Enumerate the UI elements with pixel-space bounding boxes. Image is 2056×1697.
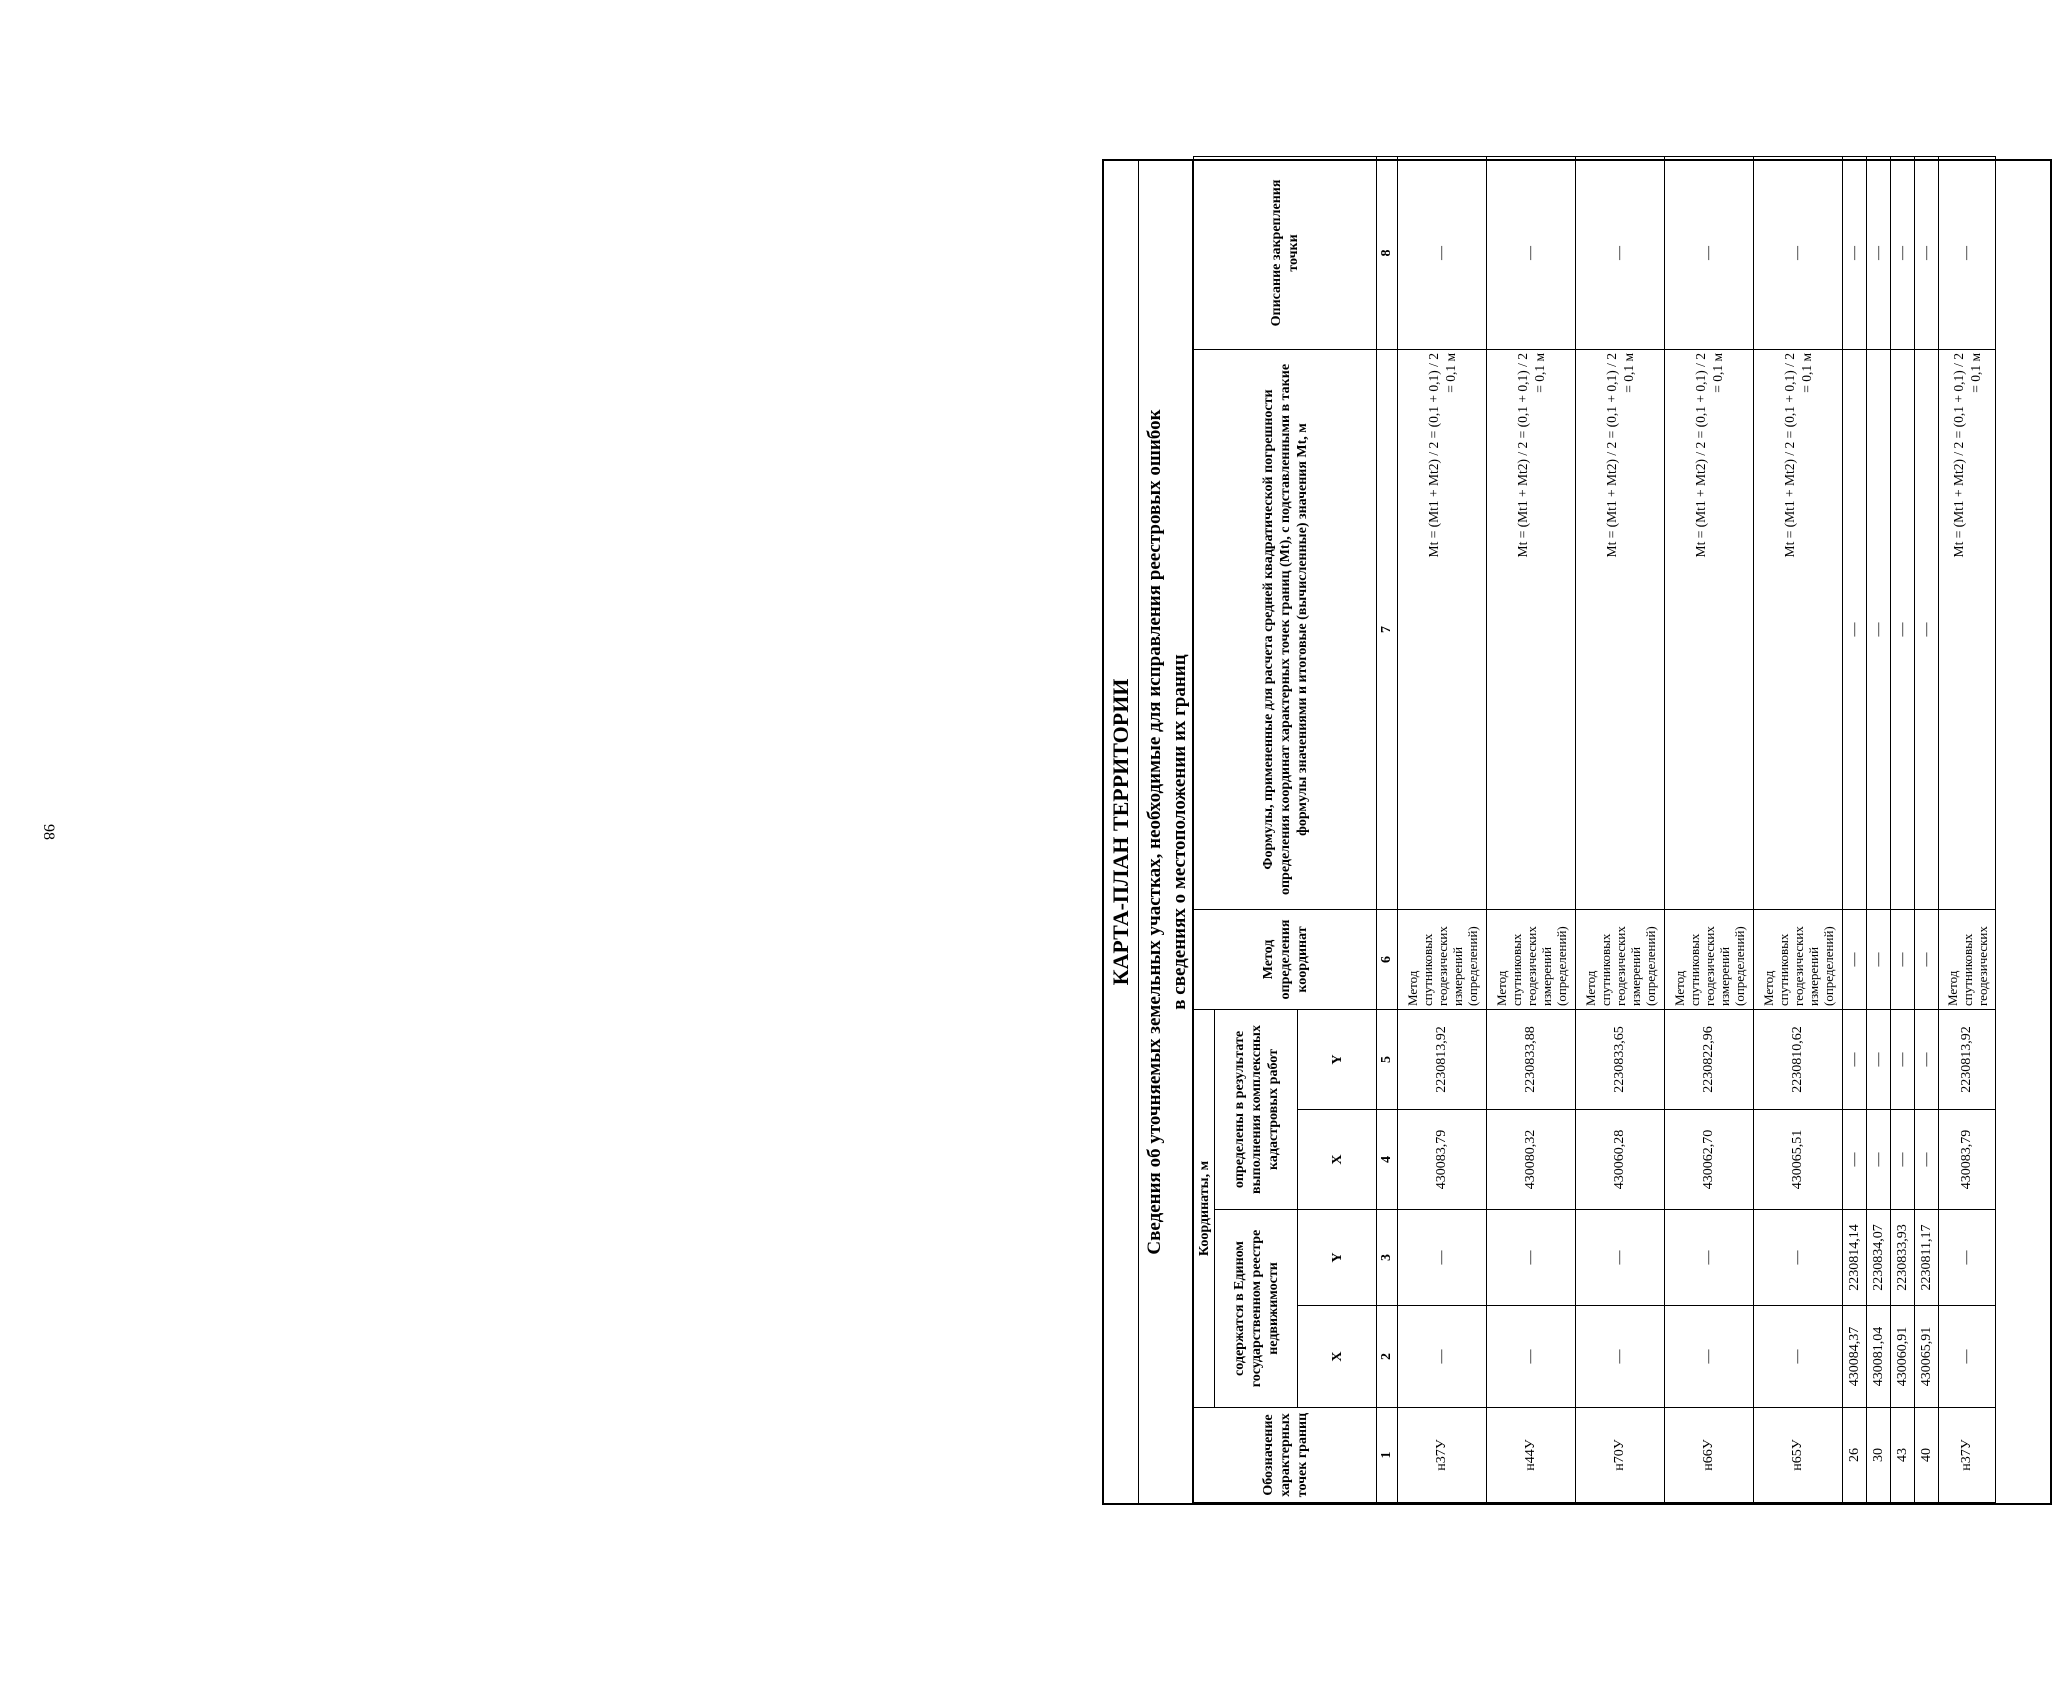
rotated-page-content	[1102, 155, 2056, 1505]
formula-cell: —	[1915, 349, 1939, 909]
method-cell: —	[1915, 909, 1939, 1009]
works-x: —	[1843, 1110, 1867, 1210]
description-cell: —	[1665, 156, 1754, 349]
description-cell: —	[1939, 156, 1996, 349]
formula-line-2: = 0,1 м	[1443, 352, 1458, 393]
table-row	[1754, 156, 1843, 1502]
formula-cell: —	[1843, 349, 1867, 909]
works-y: 2230833,88	[1487, 1009, 1576, 1109]
column-number: 3	[1377, 1210, 1398, 1306]
registry-x: —	[1487, 1306, 1576, 1408]
method-cell: —	[1867, 909, 1891, 1009]
registry-y: 2230834,07	[1867, 1210, 1891, 1306]
description-cell: —	[1867, 156, 1891, 349]
point-designation: 43	[1891, 1408, 1915, 1503]
formula-line-1: Mt = (Mt1 + Mt2) / 2 = (0,1 + 0,1) / 2	[1515, 352, 1530, 558]
formula-line-2: = 0,1 м	[1532, 352, 1547, 393]
header-works-coords: определены в результате выполнения комплексных кадастровых работ	[1215, 1009, 1298, 1209]
registry-y: 2230833,93	[1891, 1210, 1915, 1306]
header-x-works: X	[1298, 1110, 1377, 1210]
works-y: 2230833,65	[1576, 1009, 1665, 1109]
table-row	[1939, 156, 1996, 1502]
works-x: 430083,79	[1398, 1110, 1487, 1210]
registry-x: 430084,37	[1843, 1306, 1867, 1408]
registry-x: —	[1939, 1306, 1996, 1408]
formula-line-2: = 0,1 м	[1968, 352, 1983, 393]
works-x: —	[1867, 1110, 1891, 1210]
formula-line-2: = 0,1 м	[1621, 352, 1636, 393]
formula-line-2: = 0,1 м	[1710, 352, 1725, 393]
header-y-works: Y	[1298, 1009, 1377, 1109]
registry-y: —	[1754, 1210, 1843, 1306]
header-row-1	[1194, 156, 1215, 1502]
registry-y: —	[1576, 1210, 1665, 1306]
works-x: 430083,79	[1939, 1110, 1996, 1210]
works-x: 430060,28	[1576, 1110, 1665, 1210]
registry-y: —	[1665, 1210, 1754, 1306]
table-row	[1867, 156, 1891, 1502]
method-cell: Метод спутниковых геодезических	[1939, 909, 1996, 1009]
works-x: 430062,70	[1665, 1110, 1754, 1210]
registry-x: —	[1398, 1306, 1487, 1408]
works-x: 430080,32	[1487, 1110, 1576, 1210]
works-y: 2230813,92	[1939, 1009, 1996, 1109]
formula-line-1: Mt = (Mt1 + Mt2) / 2 = (0,1 + 0,1) / 2	[1426, 352, 1441, 558]
description-cell: —	[1915, 156, 1939, 349]
table-row	[1891, 156, 1915, 1502]
works-y: —	[1867, 1009, 1891, 1109]
description-cell: —	[1398, 156, 1487, 349]
column-number: 6	[1377, 909, 1398, 1009]
registry-x: —	[1754, 1306, 1843, 1408]
formula-line-1: Mt = (Mt1 + Mt2) / 2 = (0,1 + 0,1) / 2	[1951, 352, 1966, 558]
method-cell: Метод спутниковых геодезических измерений (определений)	[1665, 909, 1754, 1009]
registry-y: 2230814,14	[1843, 1210, 1867, 1306]
table-row	[1665, 156, 1754, 1502]
formula-line-1: Mt = (Mt1 + Mt2) / 2 = (0,1 + 0,1) / 2	[1604, 352, 1619, 558]
header-method: Метод определения координат	[1194, 909, 1377, 1009]
registry-x: —	[1576, 1306, 1665, 1408]
method-cell: Метод спутниковых геодезических измерений (определений)	[1576, 909, 1665, 1009]
table-row	[1398, 156, 1487, 1502]
registry-x: 430065,91	[1915, 1306, 1939, 1408]
registry-y: 2230811,17	[1915, 1210, 1939, 1306]
registry-y: —	[1487, 1210, 1576, 1306]
header-y-registry: Y	[1298, 1210, 1377, 1306]
formula-cell	[1487, 349, 1576, 909]
formula-cell	[1398, 349, 1487, 909]
registry-y: —	[1398, 1210, 1487, 1306]
works-x: —	[1915, 1110, 1939, 1210]
column-numbers-row	[1377, 156, 1398, 1502]
formula-line-1: Mt = (Mt1 + Mt2) / 2 = (0,1 + 0,1) / 2	[1782, 352, 1797, 558]
table-row	[1915, 156, 1939, 1502]
header-formula: Формулы, примененные для расчета средней квадратической погрешности определения координат характерных точек границ (Мt), с подставленными в такие формулы значениями и итоговые (вычисленные) значения Мt, м	[1194, 349, 1377, 909]
point-designation: н70У	[1576, 1408, 1665, 1503]
registry-x: 430060,91	[1891, 1306, 1915, 1408]
header-coordinates: Координаты, м	[1194, 1009, 1215, 1407]
column-number: 1	[1377, 1408, 1398, 1503]
header-registry-coords: содержатся в Едином государственном реестре недвижимости	[1215, 1210, 1298, 1408]
works-y: 2230810,62	[1754, 1009, 1843, 1109]
formula-cell	[1939, 349, 1996, 909]
boundary-points-table	[1193, 156, 1996, 1503]
document-title: КАРТА-ПЛАН ТЕРРИТОРИИ	[1104, 161, 1139, 1503]
column-number: 7	[1377, 349, 1398, 909]
subtitle-line-2: в сведениях о местоположении их границ	[1169, 654, 1190, 1010]
point-designation: н66У	[1665, 1408, 1754, 1503]
works-x: 430065,51	[1754, 1110, 1843, 1210]
works-y: —	[1843, 1009, 1867, 1109]
description-cell: —	[1843, 156, 1867, 349]
document-frame	[1102, 159, 2052, 1505]
works-y: 2230822,96	[1665, 1009, 1754, 1109]
works-x: —	[1891, 1110, 1915, 1210]
header-x-registry: X	[1298, 1306, 1377, 1408]
registry-y: —	[1939, 1210, 1996, 1306]
point-designation: н44У	[1487, 1408, 1576, 1503]
registry-x: 430081,04	[1867, 1306, 1891, 1408]
subtitle-line-1: Сведения об уточняемых земельных участках, необходимые для исправления реестровых ошибок	[1144, 409, 1165, 1255]
works-y: —	[1891, 1009, 1915, 1109]
document-subtitle	[1139, 161, 1193, 1503]
point-designation: н37У	[1939, 1408, 1996, 1503]
description-cell: —	[1754, 156, 1843, 349]
column-number: 2	[1377, 1306, 1398, 1408]
point-designation: н65У	[1754, 1408, 1843, 1503]
formula-cell	[1754, 349, 1843, 909]
works-y: —	[1915, 1009, 1939, 1109]
formula-cell	[1576, 349, 1665, 909]
column-number: 4	[1377, 1110, 1398, 1210]
point-designation: н37У	[1398, 1408, 1487, 1503]
method-cell: Метод спутниковых геодезических измерений (определений)	[1398, 909, 1487, 1009]
formula-line-1: Mt = (Mt1 + Mt2) / 2 = (0,1 + 0,1) / 2	[1693, 352, 1708, 558]
table-row	[1576, 156, 1665, 1502]
point-designation: 26	[1843, 1408, 1867, 1503]
point-designation: 40	[1915, 1408, 1939, 1503]
formula-cell: —	[1891, 349, 1915, 909]
description-cell: —	[1891, 156, 1915, 349]
method-cell: Метод спутниковых геодезических измерений (определений)	[1754, 909, 1843, 1009]
method-cell: Метод спутниковых геодезических измерений (определений)	[1487, 909, 1576, 1009]
point-designation: 30	[1867, 1408, 1891, 1503]
column-number: 5	[1377, 1009, 1398, 1109]
method-cell: —	[1891, 909, 1915, 1009]
formula-cell	[1665, 349, 1754, 909]
table-row	[1843, 156, 1867, 1502]
method-cell: —	[1843, 909, 1867, 1009]
header-point-designation: Обозначение характерных точек границ	[1194, 1408, 1377, 1503]
page-number: 98	[40, 824, 57, 840]
registry-x: —	[1665, 1306, 1754, 1408]
description-cell: —	[1487, 156, 1576, 349]
column-number: 8	[1377, 156, 1398, 349]
formula-cell: —	[1867, 349, 1891, 909]
formula-line-2: = 0,1 м	[1799, 352, 1814, 393]
description-cell: —	[1576, 156, 1665, 349]
works-y: 2230813,92	[1398, 1009, 1487, 1109]
header-description: Описание закрепления точки	[1194, 156, 1377, 349]
table-row	[1487, 156, 1576, 1502]
